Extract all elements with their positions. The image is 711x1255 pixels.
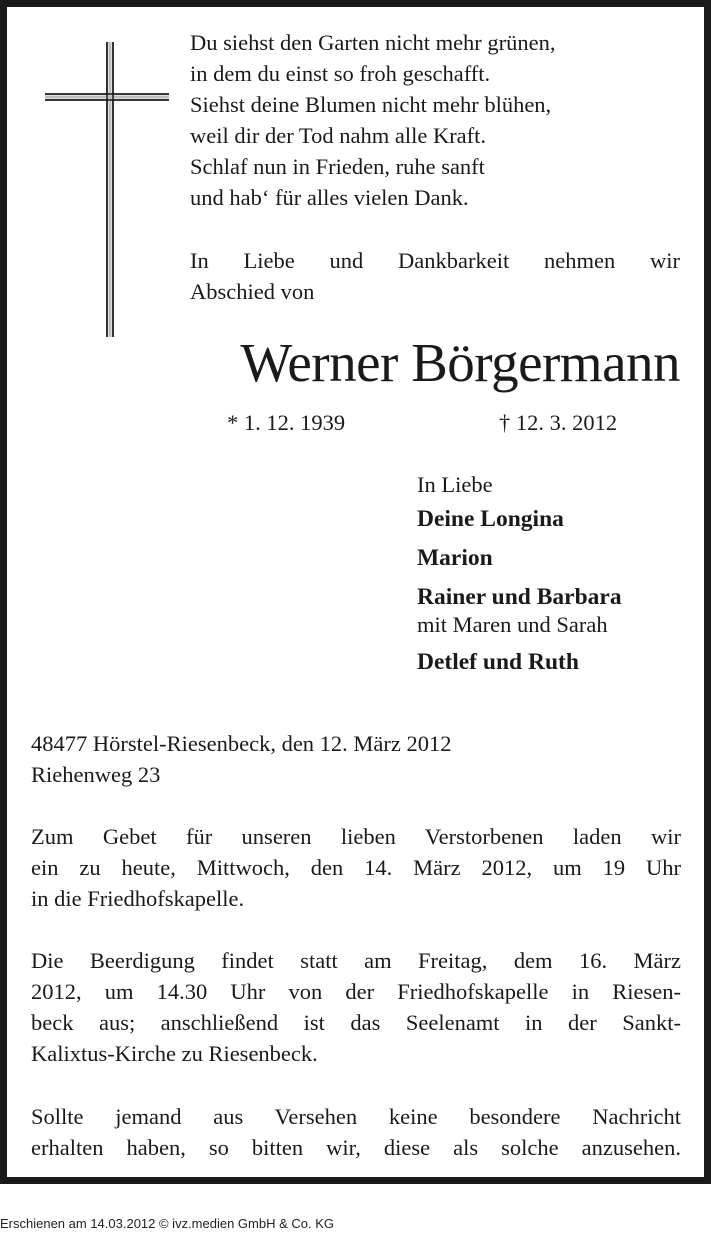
mourner-name: Detlef und Ruth [417,649,579,675]
paragraph-line: ein zu heute, Mittwoch, den 14. März 2012, um 19 Uhr [31,855,681,880]
mourner-name: Rainer und Barbara [417,584,622,610]
mourner-name: Marion [417,545,493,571]
farewell-text [190,245,680,307]
notice-paragraph [31,1101,681,1163]
poem-line: in dem du einst so froh geschafft. [190,61,491,86]
poem-line: Schlaf nun in Frieden, ruhe sanft [190,154,485,179]
funeral-paragraph [31,945,681,1069]
mourner-subline: mit Maren und Sarah [417,612,608,637]
mourner-name: Deine Longina [417,506,564,532]
address [31,728,681,790]
death-date: † 12. 3. 2012 [499,410,618,435]
cross-icon [37,37,177,342]
poem-line: und hab‘ für alles vielen Dank. [190,185,469,210]
paragraph-line: Sollte jemand aus Versehen keine besondere Nachricht [31,1104,681,1129]
paragraph-line: Zum Gebet für unseren lieben Verstorbenen laden wir [31,824,681,849]
address-line: Riehenweg 23 [31,762,161,787]
paragraph-line: Die Beerdigung findet statt am Freitag, dem 16. März [31,948,681,973]
address-line: 48477 Hörstel-Riesenbeck, den 12. März 2012 [31,731,452,756]
poem [190,27,680,213]
mourners-intro: In Liebe [417,472,493,497]
paragraph-line: 2012, um 14.30 Uhr von der Friedhofskapelle in Riesen- [31,979,681,1004]
poem-line: Siehst deine Blumen nicht mehr blühen, [190,92,552,117]
birth-date: * 1. 12. 1939 [227,410,346,435]
paragraph-line: beck aus; anschließend ist das Seelenamt in der Sankt- [31,1010,681,1035]
poem-line: Du siehst den Garten nicht mehr grünen, [190,30,556,55]
deceased-name: Werner Börgermann [240,332,680,393]
paragraph-line: Kalixtus-Kirche zu Riesenbeck. [31,1041,318,1066]
mourners-list [417,469,687,682]
paragraph-line: erhalten haben, so bitten wir, diese als solche anzusehen. [31,1135,681,1160]
farewell-line: Abschied von [190,279,315,304]
paragraph-line: in die Friedhofskapelle. [31,886,245,911]
farewell-line: In Liebe und Dankbarkeit nehmen wir [190,248,680,273]
poem-line: weil dir der Tod nahm alle Kraft. [190,123,487,148]
publication-footer: Erschienen am 14.03.2012 © ivz.medien GmbH & Co. KG [0,1216,335,1231]
prayer-paragraph [31,821,681,914]
